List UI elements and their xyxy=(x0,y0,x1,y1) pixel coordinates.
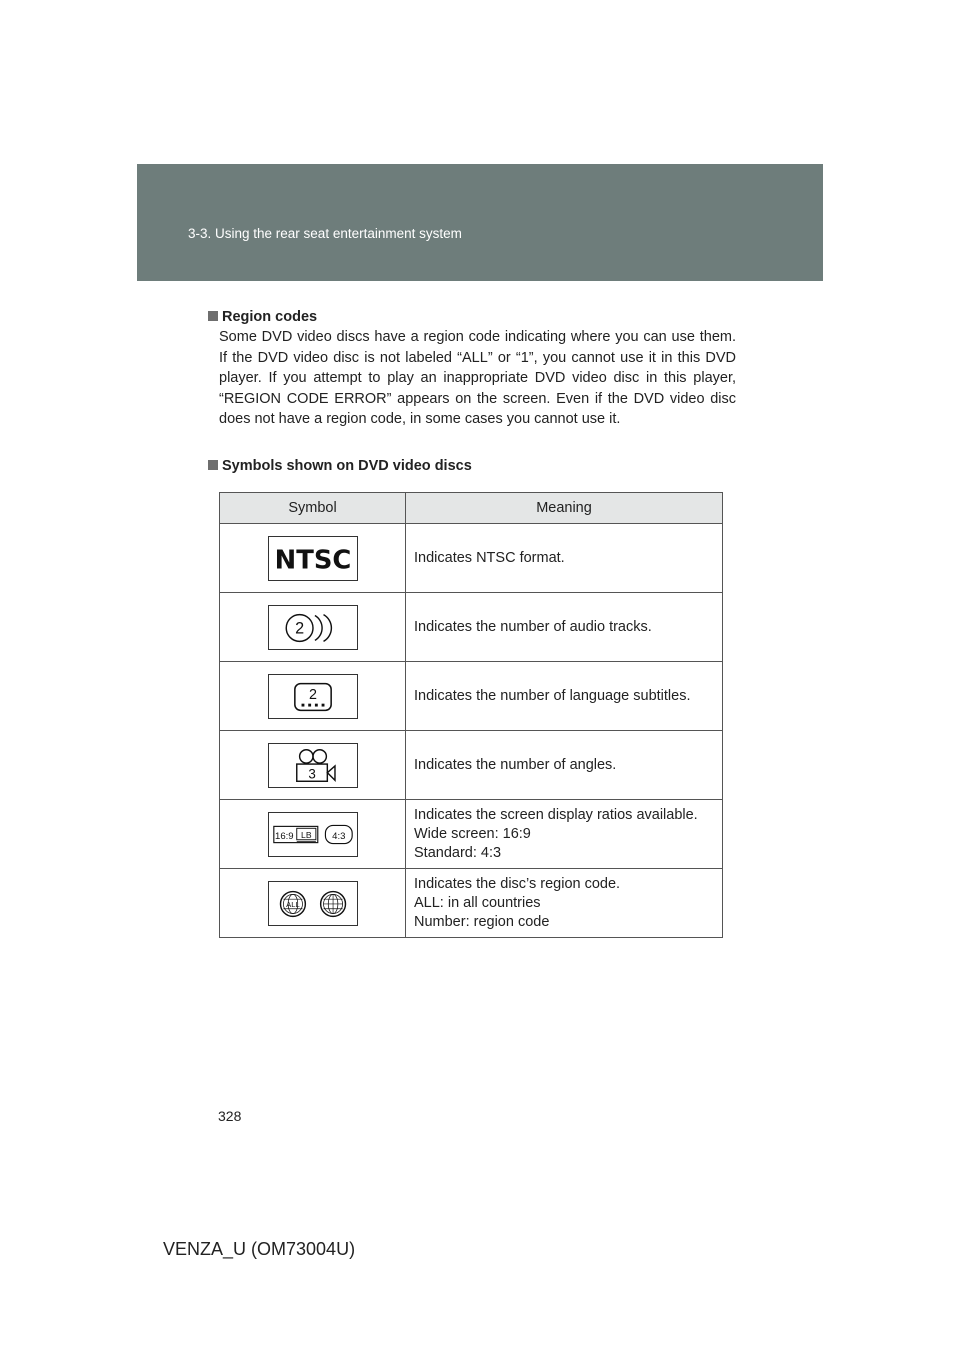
svg-text:LB: LB xyxy=(300,829,312,840)
svg-text:3: 3 xyxy=(307,765,316,781)
subtitles-icon xyxy=(268,674,358,719)
symbols-title: Symbols shown on DVD video discs xyxy=(222,458,472,474)
table-row xyxy=(220,869,723,938)
svg-text:2: 2 xyxy=(308,686,317,703)
table-row xyxy=(220,662,723,731)
chapter-header-band xyxy=(137,164,823,281)
meaning-cell: Indicates the number of angles. xyxy=(406,731,723,800)
region-code-icon xyxy=(268,881,358,926)
column-header-meaning: Meaning xyxy=(406,493,723,524)
ntsc-icon xyxy=(268,536,358,581)
chapter-title: 3-3. Using the rear seat entertainment system xyxy=(188,226,462,241)
meaning-cell: Indicates the disc’s region code. ALL: in all countries Number: region code xyxy=(406,869,723,938)
manual-footer: VENZA_U (OM73004U) xyxy=(163,1239,356,1259)
square-bullet-icon xyxy=(208,311,218,321)
table-header-row xyxy=(220,493,723,524)
table-row xyxy=(220,593,723,662)
aspect-ratio-icon xyxy=(268,812,358,857)
svg-text:ALL: ALL xyxy=(285,899,300,909)
svg-text:2: 2 xyxy=(294,619,304,638)
table-row xyxy=(220,524,723,593)
region-codes-heading xyxy=(208,308,736,326)
audio-tracks-icon xyxy=(268,605,358,650)
meaning-cell: Indicates the screen display ratios available. Wide screen: 16:9 Standard: 4:3 xyxy=(406,800,723,869)
region-codes-paragraph: Some DVD video discs have a region code indicating where you can use them. If the DVD video disc is not labeled “ALL” or “1”, you cannot use it in this DVD player. If you attempt to play an inappropriate DVD video disc in this player, “REGION CODE ERROR” appears on the screen. Even if the DVD video disc does not have a region code, in some cases you cannot use it. xyxy=(219,329,736,427)
meaning-cell: Indicates the number of language subtitles. xyxy=(406,662,723,731)
column-header-symbol: Symbol xyxy=(220,493,406,524)
page-number: 328 xyxy=(218,1108,242,1124)
meaning-cell: Indicates the number of audio tracks. xyxy=(406,593,723,662)
svg-text:16:9: 16:9 xyxy=(274,830,294,842)
table-row xyxy=(220,800,723,869)
angles-icon xyxy=(268,743,358,788)
table-row xyxy=(220,731,723,800)
symbols-heading xyxy=(208,457,736,475)
symbols-table xyxy=(219,492,723,938)
region-codes-title: Region codes xyxy=(222,309,318,325)
svg-text:4:3: 4:3 xyxy=(331,830,345,842)
svg-text:NTSC: NTSC xyxy=(274,545,351,576)
square-bullet-icon xyxy=(208,460,218,470)
meaning-cell: Indicates NTSC format. xyxy=(406,524,723,593)
